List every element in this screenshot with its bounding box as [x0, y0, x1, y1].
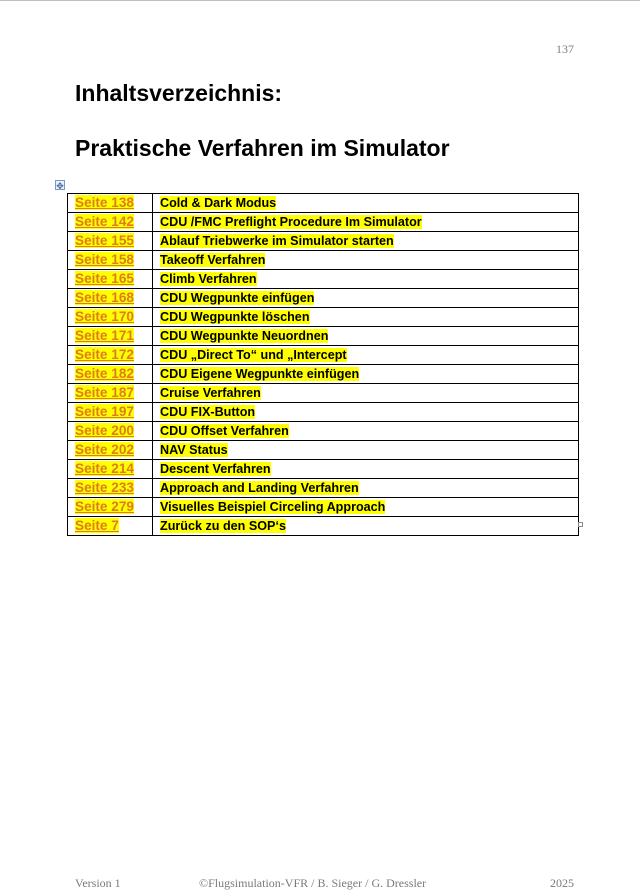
toc-row: [68, 441, 579, 460]
footer-version: Version 1: [75, 876, 121, 890]
toc-page-link[interactable]: Seite 202: [75, 442, 134, 457]
toc-title-cell: [153, 403, 579, 422]
toc-page-link[interactable]: Seite 279: [75, 499, 134, 514]
toc-row: [68, 232, 579, 251]
toc-title: Climb Verfahren: [160, 271, 257, 286]
toc-row: [68, 403, 579, 422]
toc-title: CDU Eigene Wegpunkte einfügen: [160, 366, 360, 381]
toc-page-link[interactable]: Seite 165: [75, 271, 134, 286]
toc-page-cell: [68, 308, 153, 327]
toc-title-cell: [153, 346, 579, 365]
toc-page-cell: [68, 270, 153, 289]
toc-row: [68, 251, 579, 270]
toc-page-link[interactable]: Seite 138: [75, 195, 134, 210]
toc-page-link[interactable]: Seite 155: [75, 233, 134, 248]
toc-title: Takeoff Verfahren: [160, 252, 266, 267]
toc-page-link[interactable]: Seite 172: [75, 347, 134, 362]
toc-title: Approach and Landing Verfahren: [160, 480, 359, 495]
toc-title-cell: [153, 422, 579, 441]
toc-row: [68, 460, 579, 479]
move-handle-icon[interactable]: ✥: [56, 181, 64, 191]
toc-title-cell: [153, 251, 579, 270]
toc-title: Ablauf Triebwerke im Simulator starten: [160, 233, 394, 248]
toc-title: CDU FIX-Button: [160, 404, 256, 419]
toc-row: [68, 365, 579, 384]
toc-page-link[interactable]: Seite 182: [75, 366, 134, 381]
toc-page-cell: [68, 441, 153, 460]
footer-year: 2025: [550, 876, 574, 890]
toc-page-cell: [68, 422, 153, 441]
toc-page-cell: [68, 365, 153, 384]
toc-page-link[interactable]: Seite 171: [75, 328, 134, 343]
toc-row: [68, 308, 579, 327]
toc-page-cell: [68, 517, 153, 536]
toc-row: [68, 422, 579, 441]
toc-title: Visuelles Beispiel Circeling Approach: [160, 499, 386, 514]
toc-page-link[interactable]: Seite 170: [75, 309, 134, 324]
toc-row: [68, 289, 579, 308]
toc-title-cell: [153, 308, 579, 327]
toc-title-cell: [153, 213, 579, 232]
toc-page-cell: [68, 327, 153, 346]
toc-page-cell: [68, 384, 153, 403]
toc-page-link[interactable]: Seite 158: [75, 252, 134, 267]
toc-row: [68, 346, 579, 365]
footer-copyright: ©Flugsimulation-VFR / B. Sieger / G. Dressler: [199, 876, 427, 890]
toc-page-link[interactable]: Seite 197: [75, 404, 134, 419]
toc-page-cell: [68, 498, 153, 517]
toc-row: [68, 498, 579, 517]
section-title: Praktische Verfahren im Simulator: [75, 135, 450, 161]
toc-table: [67, 193, 579, 536]
page-title: Inhaltsverzeichnis:: [75, 80, 283, 106]
toc-title: Descent Verfahren: [160, 461, 271, 476]
toc-page-cell: [68, 289, 153, 308]
toc-row: [68, 479, 579, 498]
toc-title-cell: [153, 327, 579, 346]
toc-title: NAV Status: [160, 442, 228, 457]
toc-page-cell: [68, 346, 153, 365]
toc-page-cell: [68, 194, 153, 213]
toc-title-cell: [153, 365, 579, 384]
toc-row: [68, 327, 579, 346]
toc-page-cell: [68, 460, 153, 479]
toc-page-link[interactable]: Seite 200: [75, 423, 134, 438]
toc-row: [68, 213, 579, 232]
resize-handle-icon[interactable]: [578, 522, 583, 527]
toc-page-cell: [68, 403, 153, 422]
toc-title-cell: [153, 289, 579, 308]
toc-title: CDU Wegpunkte Neuordnen: [160, 328, 329, 343]
toc-title: CDU /FMC Preflight Procedure Im Simulator: [160, 214, 422, 229]
toc-row: [68, 194, 579, 213]
toc-title-cell: [153, 232, 579, 251]
toc-page-cell: [68, 232, 153, 251]
toc-title: CDU Offset Verfahren: [160, 423, 289, 438]
toc-row: [68, 517, 579, 536]
top-divider: [0, 0, 640, 1]
toc-title: CDU „Direct To“ und „Intercept: [160, 347, 347, 362]
toc-title-cell: [153, 517, 579, 536]
toc-title-cell: [153, 384, 579, 403]
toc-title: Cold & Dark Modus: [160, 195, 277, 210]
toc-title-cell: [153, 479, 579, 498]
page-number: 137: [556, 42, 574, 56]
toc-page-cell: [68, 213, 153, 232]
toc-title: Cruise Verfahren: [160, 385, 261, 400]
toc-title-cell: [153, 194, 579, 213]
toc-page-link[interactable]: Seite 214: [75, 461, 134, 476]
toc-page-cell: [68, 251, 153, 270]
toc-page-link[interactable]: Seite 187: [75, 385, 134, 400]
toc-page-cell: [68, 479, 153, 498]
toc-title: CDU Wegpunkte löschen: [160, 309, 310, 324]
toc-title: CDU Wegpunkte einfügen: [160, 290, 315, 305]
toc-page-link[interactable]: Seite 7: [75, 518, 119, 533]
toc-page-link[interactable]: Seite 233: [75, 480, 134, 495]
toc-title: Zurück zu den SOP‘s: [160, 518, 286, 533]
toc-row: [68, 384, 579, 403]
toc-title-cell: [153, 441, 579, 460]
toc-row: [68, 270, 579, 289]
toc-title-cell: [153, 498, 579, 517]
toc-title-cell: [153, 270, 579, 289]
toc-title-cell: [153, 460, 579, 479]
toc-page-link[interactable]: Seite 142: [75, 214, 134, 229]
toc-page-link[interactable]: Seite 168: [75, 290, 134, 305]
